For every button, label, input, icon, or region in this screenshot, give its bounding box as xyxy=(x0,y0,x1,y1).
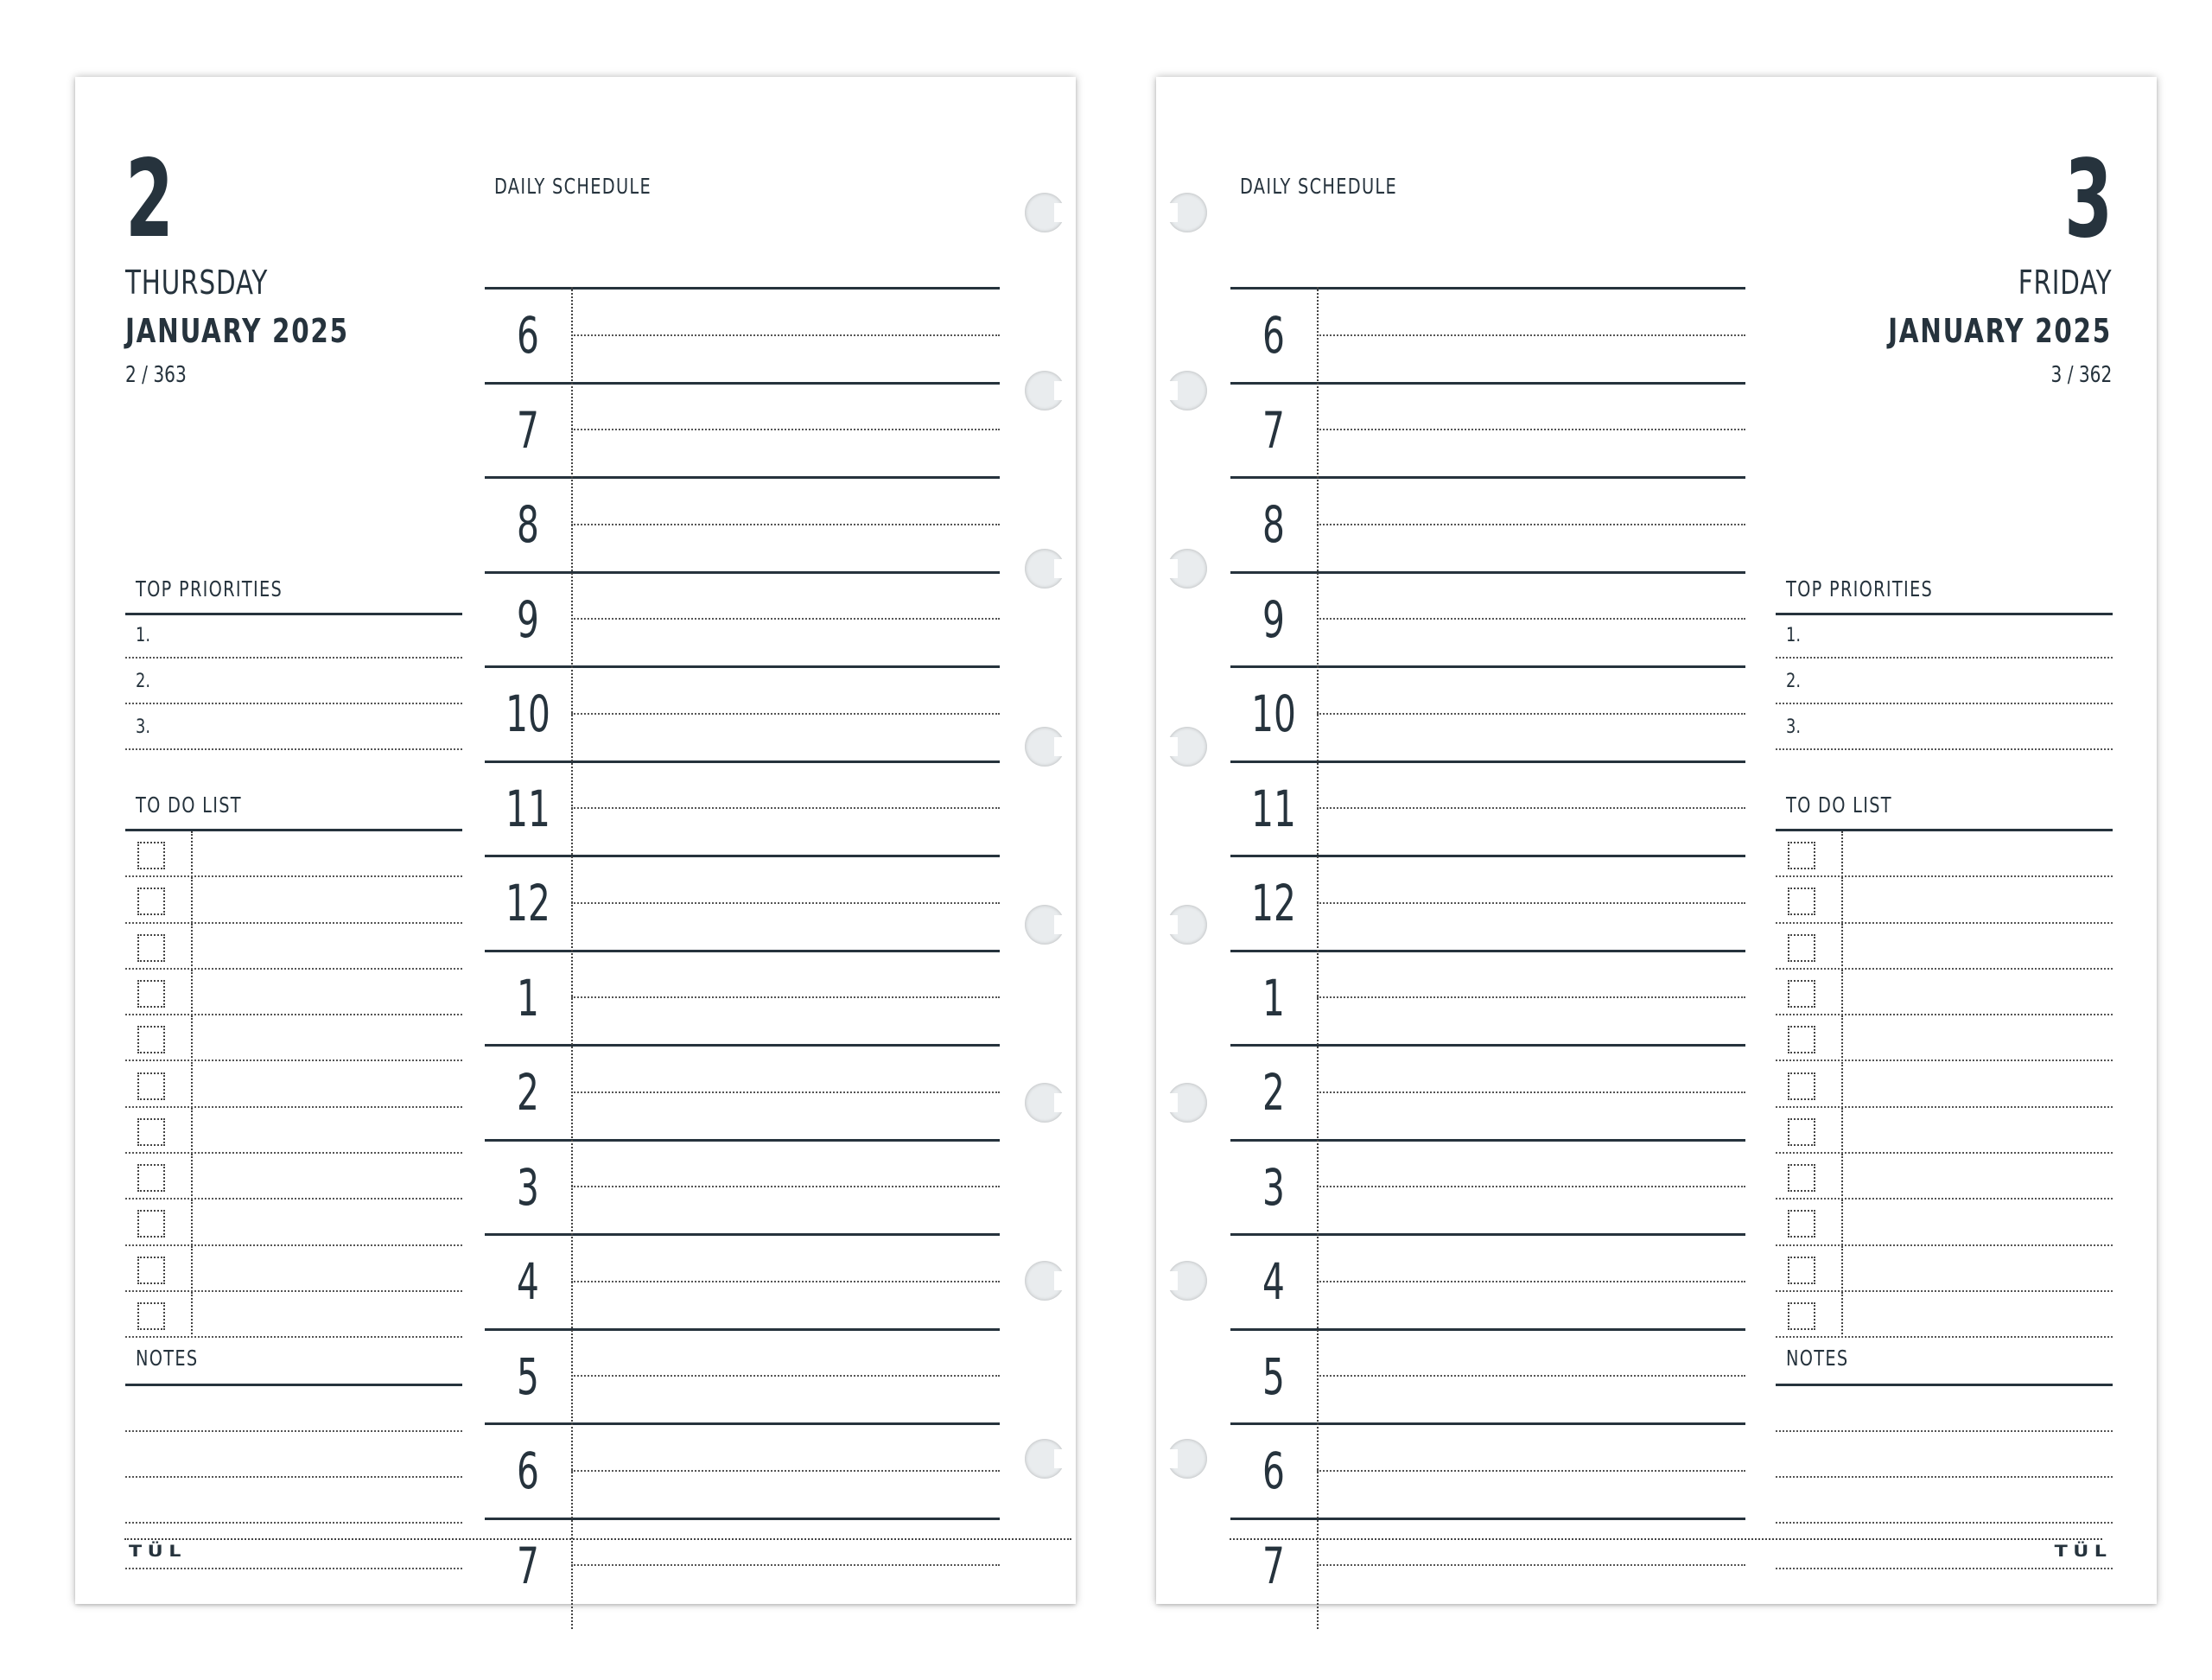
todo-item[interactable] xyxy=(1776,1200,2113,1245)
binder-ring-icon xyxy=(1167,1439,1207,1479)
todo-line xyxy=(125,1336,462,1338)
section-rule xyxy=(1776,613,2113,615)
checkbox-icon[interactable] xyxy=(137,1302,165,1330)
top-priorities-title: TOP PRIORITIES xyxy=(1786,576,1934,601)
hour-label: 7 xyxy=(1262,1536,1285,1595)
notes-line[interactable] xyxy=(125,1522,462,1524)
day-count-label: 3 / 362 xyxy=(2050,362,2112,388)
todo-divider xyxy=(191,1062,193,1108)
weekday-label: FRIDAY xyxy=(2018,264,2112,302)
schedule-slot[interactable] xyxy=(573,763,1000,856)
hour-label: 7 xyxy=(1262,400,1285,460)
daily-schedule-title: DAILY SCHEDULE xyxy=(494,174,652,199)
schedule-slot[interactable] xyxy=(573,1520,1000,1613)
brand-logo: TÜL xyxy=(129,1542,187,1561)
checkbox-icon[interactable] xyxy=(1788,1026,1815,1053)
checkbox-icon[interactable] xyxy=(1788,888,1815,915)
hour-label: 10 xyxy=(1251,684,1296,743)
section-rule xyxy=(125,1384,462,1386)
schedule-slot[interactable] xyxy=(573,479,1000,571)
todo-divider xyxy=(191,924,193,970)
checkbox-icon[interactable] xyxy=(1788,980,1815,1008)
binder-ring-icon xyxy=(1025,549,1065,589)
schedule-slot[interactable] xyxy=(573,1331,1000,1423)
planner-page-right xyxy=(1156,77,2157,1604)
bottom-rule xyxy=(124,1538,1071,1540)
todo-section xyxy=(1776,792,2113,1337)
todo-item[interactable] xyxy=(125,1246,462,1292)
hour-label: 5 xyxy=(1262,1346,1285,1406)
binder-ring-icon xyxy=(1025,905,1065,945)
checkbox-icon[interactable] xyxy=(137,1257,165,1284)
todo-item[interactable] xyxy=(1776,924,2113,970)
schedule-slot[interactable] xyxy=(1319,385,1745,477)
notes-line[interactable] xyxy=(1776,1522,2113,1524)
todo-item[interactable] xyxy=(125,1154,462,1200)
notes-line[interactable] xyxy=(125,1430,462,1432)
schedule-slot[interactable] xyxy=(1319,290,1745,382)
checkbox-icon[interactable] xyxy=(137,980,165,1008)
notes-line[interactable] xyxy=(1776,1430,2113,1432)
hour-label: 1 xyxy=(517,968,539,1028)
hour-label: 6 xyxy=(1262,306,1285,365)
schedule-slot[interactable] xyxy=(1319,479,1745,571)
schedule-slot[interactable] xyxy=(1319,1142,1745,1234)
todo-section xyxy=(125,792,462,1337)
weekday-label: THURSDAY xyxy=(125,264,269,302)
bottom-rule xyxy=(1230,1538,2102,1540)
todo-item[interactable] xyxy=(125,831,462,877)
todo-item[interactable] xyxy=(125,924,462,970)
notes-section xyxy=(125,1346,462,1570)
schedule-slot[interactable] xyxy=(573,1142,1000,1234)
todo-item[interactable] xyxy=(1776,1015,2113,1061)
hour-label: 6 xyxy=(1262,1441,1285,1500)
schedule-slot[interactable] xyxy=(573,574,1000,666)
binder-ring-icon xyxy=(1025,1439,1065,1479)
todo-divider xyxy=(191,970,193,1015)
checkbox-icon[interactable] xyxy=(137,888,165,915)
todo-item[interactable] xyxy=(1776,1062,2113,1108)
notes-line[interactable] xyxy=(1776,1476,2113,1478)
todo-item[interactable] xyxy=(1776,1246,2113,1292)
hour-label: 3 xyxy=(517,1157,539,1217)
todo-divider xyxy=(1841,1062,1843,1108)
notes-section xyxy=(1776,1346,2113,1570)
notes-line[interactable] xyxy=(125,1476,462,1478)
schedule-slot[interactable] xyxy=(1319,1236,1745,1328)
hour-label: 8 xyxy=(517,495,539,554)
hour-label: 7 xyxy=(517,400,539,460)
todo-item[interactable] xyxy=(1776,831,2113,877)
schedule-slot[interactable] xyxy=(1319,1331,1745,1423)
checkbox-icon[interactable] xyxy=(1788,1302,1815,1330)
todo-divider xyxy=(191,1292,193,1338)
binder-ring-icon xyxy=(1167,193,1207,232)
hour-label: 12 xyxy=(1251,874,1296,932)
schedule-slot[interactable] xyxy=(1319,668,1745,760)
top-priorities-section xyxy=(125,576,462,758)
time-column-divider xyxy=(571,287,573,1629)
hour-label: 2 xyxy=(1262,1063,1285,1122)
priority-1[interactable]: 1. xyxy=(136,625,150,646)
priority-line xyxy=(1776,703,2113,704)
checkbox-icon[interactable] xyxy=(1788,1118,1815,1146)
checkbox-icon[interactable] xyxy=(137,842,165,869)
todo-divider xyxy=(1841,877,1843,923)
schedule-slot[interactable] xyxy=(1319,574,1745,666)
todo-item[interactable] xyxy=(125,1200,462,1245)
month-year-label: JANUARY 2025 xyxy=(125,312,349,350)
todo-divider xyxy=(1841,1246,1843,1292)
hour-label: 11 xyxy=(505,779,550,838)
todo-divider xyxy=(1841,1108,1843,1154)
hour-label: 5 xyxy=(517,1346,539,1406)
checkbox-icon[interactable] xyxy=(137,1026,165,1053)
todo-item[interactable] xyxy=(1776,877,2113,923)
daily-schedule-title: DAILY SCHEDULE xyxy=(1240,174,1397,199)
todo-item[interactable] xyxy=(125,877,462,923)
binder-ring-icon xyxy=(1167,1083,1207,1123)
priority-3[interactable]: 3. xyxy=(1786,716,1801,738)
todo-divider xyxy=(1841,1292,1843,1338)
notes-line[interactable] xyxy=(1776,1568,2113,1569)
top-priorities-title: TOP PRIORITIES xyxy=(136,576,283,601)
priority-line xyxy=(125,703,462,704)
todo-divider xyxy=(191,831,193,877)
checkbox-icon[interactable] xyxy=(1788,1072,1815,1100)
top-priorities-section xyxy=(1776,576,2113,758)
schedule-slot[interactable] xyxy=(1319,763,1745,856)
hour-label: 11 xyxy=(1251,779,1296,838)
priority-line xyxy=(1776,748,2113,750)
todo-item[interactable] xyxy=(1776,1108,2113,1154)
todo-title: TO DO LIST xyxy=(136,792,242,818)
checkbox-icon[interactable] xyxy=(1788,1164,1815,1192)
section-rule xyxy=(1776,1384,2113,1386)
todo-item[interactable] xyxy=(125,1015,462,1061)
todo-divider xyxy=(1841,1154,1843,1200)
todo-divider xyxy=(1841,970,1843,1015)
todo-item[interactable] xyxy=(1776,1154,2113,1200)
schedule-slot[interactable] xyxy=(573,290,1000,382)
todo-item[interactable] xyxy=(1776,970,2113,1015)
checkbox-icon[interactable] xyxy=(137,1210,165,1238)
todo-divider xyxy=(191,877,193,923)
priority-1[interactable]: 1. xyxy=(1786,625,1801,646)
todo-divider xyxy=(191,1108,193,1154)
hour-label: 12 xyxy=(505,874,550,932)
todo-divider xyxy=(191,1246,193,1292)
schedule-grid xyxy=(485,172,1000,1595)
hour-label: 9 xyxy=(1262,589,1285,649)
notes-line[interactable] xyxy=(125,1568,462,1569)
todo-item[interactable] xyxy=(1776,1292,2113,1338)
schedule-slot[interactable] xyxy=(573,952,1000,1045)
month-year-label: JANUARY 2025 xyxy=(1888,312,2112,350)
hour-label: 7 xyxy=(517,1536,539,1595)
brand-logo: TÜL xyxy=(2054,1542,2112,1561)
binder-ring-icon xyxy=(1025,371,1065,410)
todo-divider xyxy=(1841,831,1843,877)
schedule-grid xyxy=(1230,172,1745,1595)
binder-ring-icon xyxy=(1167,549,1207,589)
hour-label: 6 xyxy=(517,306,539,365)
hour-label: 4 xyxy=(517,1252,539,1311)
todo-divider xyxy=(1841,924,1843,970)
binder-ring-icon xyxy=(1167,905,1207,945)
daily-schedule xyxy=(1230,172,1745,1595)
todo-title: TO DO LIST xyxy=(1786,792,1892,818)
priority-3[interactable]: 3. xyxy=(136,716,150,738)
checkbox-icon[interactable] xyxy=(137,1118,165,1146)
schedule-slot[interactable] xyxy=(573,668,1000,760)
todo-item[interactable] xyxy=(125,1062,462,1108)
todo-divider xyxy=(191,1200,193,1245)
todo-divider xyxy=(1841,1015,1843,1061)
hour-label: 4 xyxy=(1262,1252,1285,1311)
checkbox-icon[interactable] xyxy=(1788,1257,1815,1284)
schedule-slot[interactable] xyxy=(573,1425,1000,1518)
todo-divider xyxy=(191,1154,193,1200)
checkbox-icon[interactable] xyxy=(137,1072,165,1100)
date-number: 3 xyxy=(2064,137,2112,262)
daily-schedule xyxy=(485,172,1000,1595)
notes-title: NOTES xyxy=(136,1346,199,1371)
hour-label: 3 xyxy=(1262,1157,1285,1217)
schedule-slot[interactable] xyxy=(573,1047,1000,1139)
binder-ring-icon xyxy=(1167,1261,1207,1301)
todo-divider xyxy=(1841,1200,1843,1245)
priority-line xyxy=(1776,657,2113,659)
checkbox-icon[interactable] xyxy=(1788,1210,1815,1238)
binder-ring-icon xyxy=(1167,727,1207,767)
schedule-slot[interactable] xyxy=(1319,1520,1745,1613)
schedule-slot[interactable] xyxy=(1319,1425,1745,1518)
date-number: 2 xyxy=(125,137,173,262)
hour-label: 2 xyxy=(517,1063,539,1122)
todo-item[interactable] xyxy=(125,1292,462,1338)
checkbox-icon[interactable] xyxy=(137,934,165,962)
schedule-slot[interactable] xyxy=(573,1236,1000,1328)
priority-2[interactable]: 2. xyxy=(136,671,150,692)
schedule-slot[interactable] xyxy=(573,857,1000,950)
schedule-slot[interactable] xyxy=(1319,857,1745,950)
binder-ring-icon xyxy=(1025,1083,1065,1123)
checkbox-icon[interactable] xyxy=(1788,842,1815,869)
priority-line xyxy=(125,657,462,659)
checkbox-icon[interactable] xyxy=(1788,934,1815,962)
binder-ring-icon xyxy=(1025,727,1065,767)
priority-line xyxy=(125,748,462,750)
todo-line xyxy=(1776,1336,2113,1338)
schedule-slot[interactable] xyxy=(1319,1047,1745,1139)
day-count-label: 2 / 363 xyxy=(125,362,187,388)
schedule-slot[interactable] xyxy=(1319,952,1745,1045)
todo-item[interactable] xyxy=(125,1108,462,1154)
section-rule xyxy=(125,613,462,615)
todo-item[interactable] xyxy=(125,970,462,1015)
hour-label: 1 xyxy=(1262,968,1285,1028)
binder-ring-icon xyxy=(1025,193,1065,232)
hour-label: 6 xyxy=(517,1441,539,1500)
checkbox-icon[interactable] xyxy=(137,1164,165,1192)
hour-label: 9 xyxy=(517,589,539,649)
notes-title: NOTES xyxy=(1786,1346,1849,1371)
priority-2[interactable]: 2. xyxy=(1786,671,1801,692)
binder-ring-icon xyxy=(1167,371,1207,410)
planner-page-left xyxy=(75,77,1076,1604)
hour-label: 10 xyxy=(505,684,550,743)
todo-divider xyxy=(191,1015,193,1061)
binder-ring-icon xyxy=(1025,1261,1065,1301)
time-column-divider xyxy=(1317,287,1319,1629)
hour-label: 8 xyxy=(1262,495,1285,554)
schedule-slot[interactable] xyxy=(573,385,1000,477)
